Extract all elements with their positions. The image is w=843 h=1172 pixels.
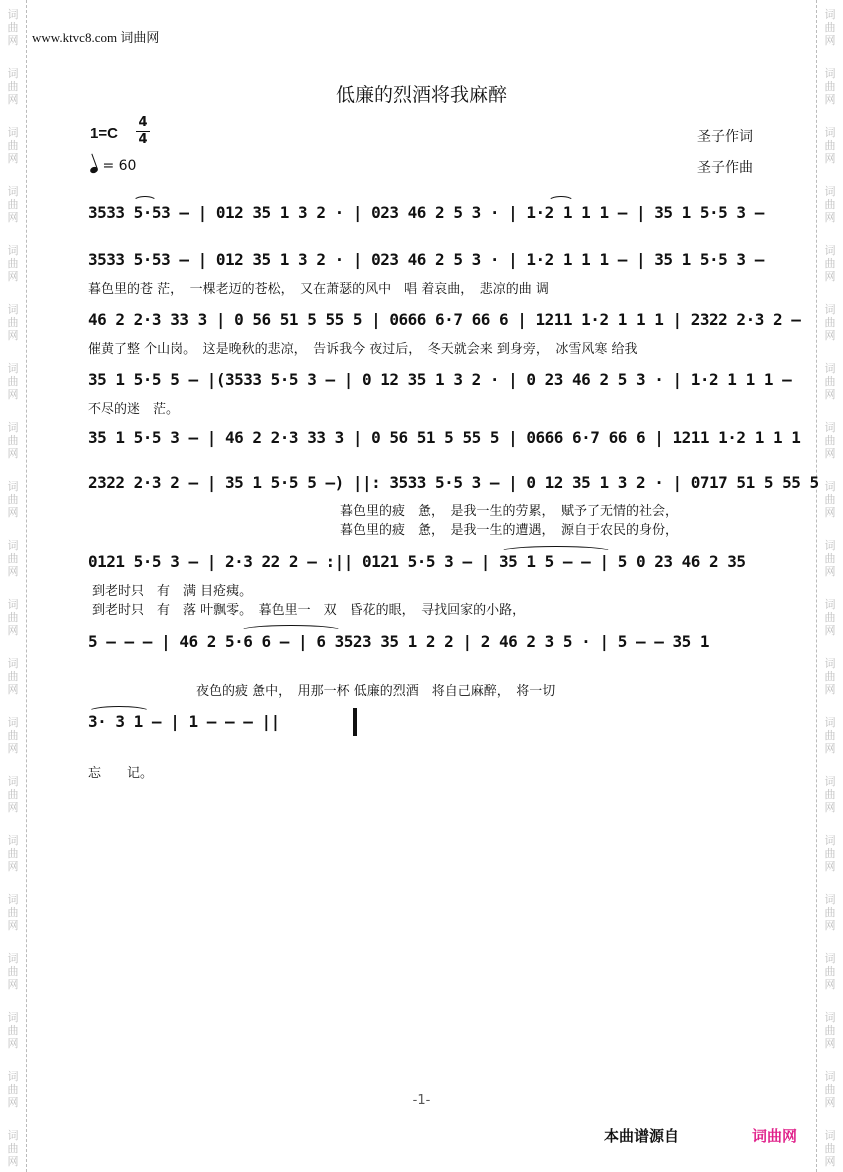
lyrics-line-6b: 暮色里的疲 惫， 是我一生的遭遇， 源自于农民的身份， bbox=[340, 523, 679, 538]
watermark-glyph: 词 曲 网 bbox=[824, 185, 836, 224]
watermark-glyph: 词 曲 网 bbox=[824, 421, 836, 460]
score-system-7: 0121 5·5 3 – | 2·3 22 2 – :|| 0121 5·5 3 – | 35 1 5 – – | 5 0 23 46 2 35 bbox=[88, 552, 746, 571]
score-system-4: 35 1 5·5 5 – |(3533 5·5 3 – | 0 12 35 1 3 2 · | 0 23 46 2 5 3 · | 1·2 1 1 1 – bbox=[88, 370, 792, 389]
time-bottom: 4 bbox=[138, 132, 148, 147]
watermark-glyph: 词 曲 网 bbox=[7, 244, 19, 283]
tempo-value: = 60 bbox=[102, 158, 137, 174]
watermark-glyph: 词 曲 网 bbox=[7, 834, 19, 873]
score-system-3: 46 2 2·3 33 3 | 0 56 51 5 55 5 | 0666 6·7 66 6 | 1211 1·2 1 1 1 | 2322 2·3 2 – bbox=[88, 310, 801, 329]
watermark-glyph: 词 曲 网 bbox=[824, 657, 836, 696]
slur bbox=[133, 196, 157, 207]
source-brand-link[interactable]: 词曲网 bbox=[752, 1127, 798, 1145]
watermark-glyph: 词 曲 网 bbox=[824, 775, 836, 814]
watermark-glyph: 词 曲 网 bbox=[7, 1070, 19, 1109]
slur bbox=[240, 625, 342, 636]
source-label: 本曲谱源自 bbox=[604, 1127, 680, 1145]
watermark-glyph: 词 曲 网 bbox=[824, 598, 836, 637]
score-system-5: 35 1 5·5 3 – | 46 2 2·3 33 3 | 0 56 51 5 55 5 | 0666 6·7 66 6 | 1211 1·2 1 1 1 bbox=[88, 428, 801, 447]
watermark-glyph: 词 曲 网 bbox=[7, 539, 19, 578]
watermark-glyph: 词 曲 网 bbox=[7, 126, 19, 165]
right-watermark-strip bbox=[816, 0, 843, 1172]
score-system-1: 3533 5·53 – | 012 35 1 3 2 · | 023 46 2 5 3 · | 1·2 1 1 1 – | 35 1 5·5 3 – bbox=[88, 203, 764, 222]
watermark-glyph: 词 曲 网 bbox=[7, 952, 19, 991]
watermark-glyph: 词 曲 网 bbox=[824, 244, 836, 283]
time-top: 4 bbox=[138, 115, 148, 130]
watermark-glyph: 词 曲 网 bbox=[824, 67, 836, 106]
lyrics-line-7a: 到老时只 有 满 目疮痍。 bbox=[92, 584, 253, 599]
score-system-6: 2322 2·3 2 – | 35 1 5·5 5 –) ||: 3533 5·5 3 – | 0 12 35 1 3 2 · | 0717 51 5 55 5 bbox=[88, 473, 819, 492]
lyrics-line-3: 催黄了整 个山岗。 这是晚秋的悲凉， 告诉我今 夜过后， 冬天就会来 到身旁， 冰雪风寒 给我 bbox=[88, 342, 638, 357]
watermark-glyph: 词 曲 网 bbox=[824, 8, 836, 47]
watermark-glyph: 词 曲 网 bbox=[824, 539, 836, 578]
watermark-glyph: 词 曲 网 bbox=[7, 1011, 19, 1050]
score-system-2: 3533 5·53 – | 012 35 1 3 2 · | 023 46 2 5 3 · | 1·2 1 1 1 – | 35 1 5·5 3 – bbox=[88, 250, 764, 269]
watermark-glyph: 词 曲 网 bbox=[7, 362, 19, 401]
watermark-glyph: 词 曲 网 bbox=[824, 362, 836, 401]
watermark-glyph: 词 曲 网 bbox=[7, 67, 19, 106]
watermark-glyph: 词 曲 网 bbox=[824, 893, 836, 932]
watermark-glyph: 词 曲 网 bbox=[7, 8, 19, 47]
watermark-glyph: 词 曲 网 bbox=[7, 598, 19, 637]
watermark-glyph: 词 曲 网 bbox=[7, 303, 19, 342]
key-signature: 1=C bbox=[90, 125, 118, 142]
page-number: -1- bbox=[412, 1093, 431, 1108]
watermark-glyph: 词 曲 网 bbox=[7, 421, 19, 460]
page-title: 低廉的烈酒将我麻醉 bbox=[335, 84, 507, 106]
time-signature bbox=[136, 116, 150, 147]
watermark-glyph: 词 曲 网 bbox=[824, 480, 836, 519]
watermark-glyph: 词 曲 网 bbox=[7, 657, 19, 696]
watermark-glyph: 词 曲 网 bbox=[7, 893, 19, 932]
watermark-glyph: 词 曲 网 bbox=[7, 480, 19, 519]
lyrics-line-9: 忘 记。 bbox=[88, 766, 154, 781]
slur bbox=[548, 196, 574, 207]
lyrics-line-7b: 到老时只 有 落 叶飘零。 暮色里一 双 昏花的眼， 寻找回家的小路， bbox=[92, 603, 526, 618]
final-barline bbox=[353, 708, 357, 736]
slur bbox=[500, 546, 612, 557]
watermark-glyph: 词 曲 网 bbox=[824, 1070, 836, 1109]
watermark-glyph: 词 曲 网 bbox=[824, 834, 836, 873]
watermark-glyph: 词 曲 网 bbox=[7, 1129, 19, 1168]
left-watermark-strip bbox=[0, 0, 27, 1172]
lyrics-line-6a: 暮色里的疲 惫， 是我一生的劳累， 赋予了无情的社会， bbox=[340, 504, 679, 519]
watermark-glyph: 词 曲 网 bbox=[824, 952, 836, 991]
watermark-glyph: 词 曲 网 bbox=[824, 1129, 836, 1168]
watermark-glyph: 词 曲 网 bbox=[824, 1011, 836, 1050]
slur bbox=[88, 706, 150, 717]
lyrics-line-2: 暮色里的苍 茫， 一棵老迈的苍松， 又在萧瑟的风中 唱 着哀曲， 悲凉的曲 调 bbox=[88, 282, 549, 297]
lyrics-line-4: 不尽的迷 茫。 bbox=[88, 402, 180, 417]
tempo-mark bbox=[90, 158, 136, 174]
score-system-9: 3· 3 1 – | 1 – – – || bbox=[88, 712, 280, 731]
watermark-glyph: 词 曲 网 bbox=[824, 126, 836, 165]
score-system-8: 5 – – – | 46 2 5·6 6 – | 6 3523 35 1 2 2 | 2 46 2 3 5 · | 5 – – 35 1 bbox=[88, 632, 710, 651]
lyrics-line-8: 夜色的疲 惫中， 用那一杯 低廉的烈酒 将自己麻醉， 将一切 bbox=[196, 684, 556, 699]
composer-credit: 圣子作曲 bbox=[697, 160, 753, 176]
watermark-glyph: 词 曲 网 bbox=[824, 303, 836, 342]
quarter-note-icon bbox=[89, 166, 99, 174]
site-header[interactable]: www.ktvc8.com 词曲网 bbox=[32, 30, 160, 45]
watermark-glyph: 词 曲 网 bbox=[7, 716, 19, 755]
lyricist-credit: 圣子作词 bbox=[697, 129, 753, 145]
watermark-glyph: 词 曲 网 bbox=[824, 716, 836, 755]
watermark-glyph: 词 曲 网 bbox=[7, 185, 19, 224]
watermark-glyph: 词 曲 网 bbox=[7, 775, 19, 814]
